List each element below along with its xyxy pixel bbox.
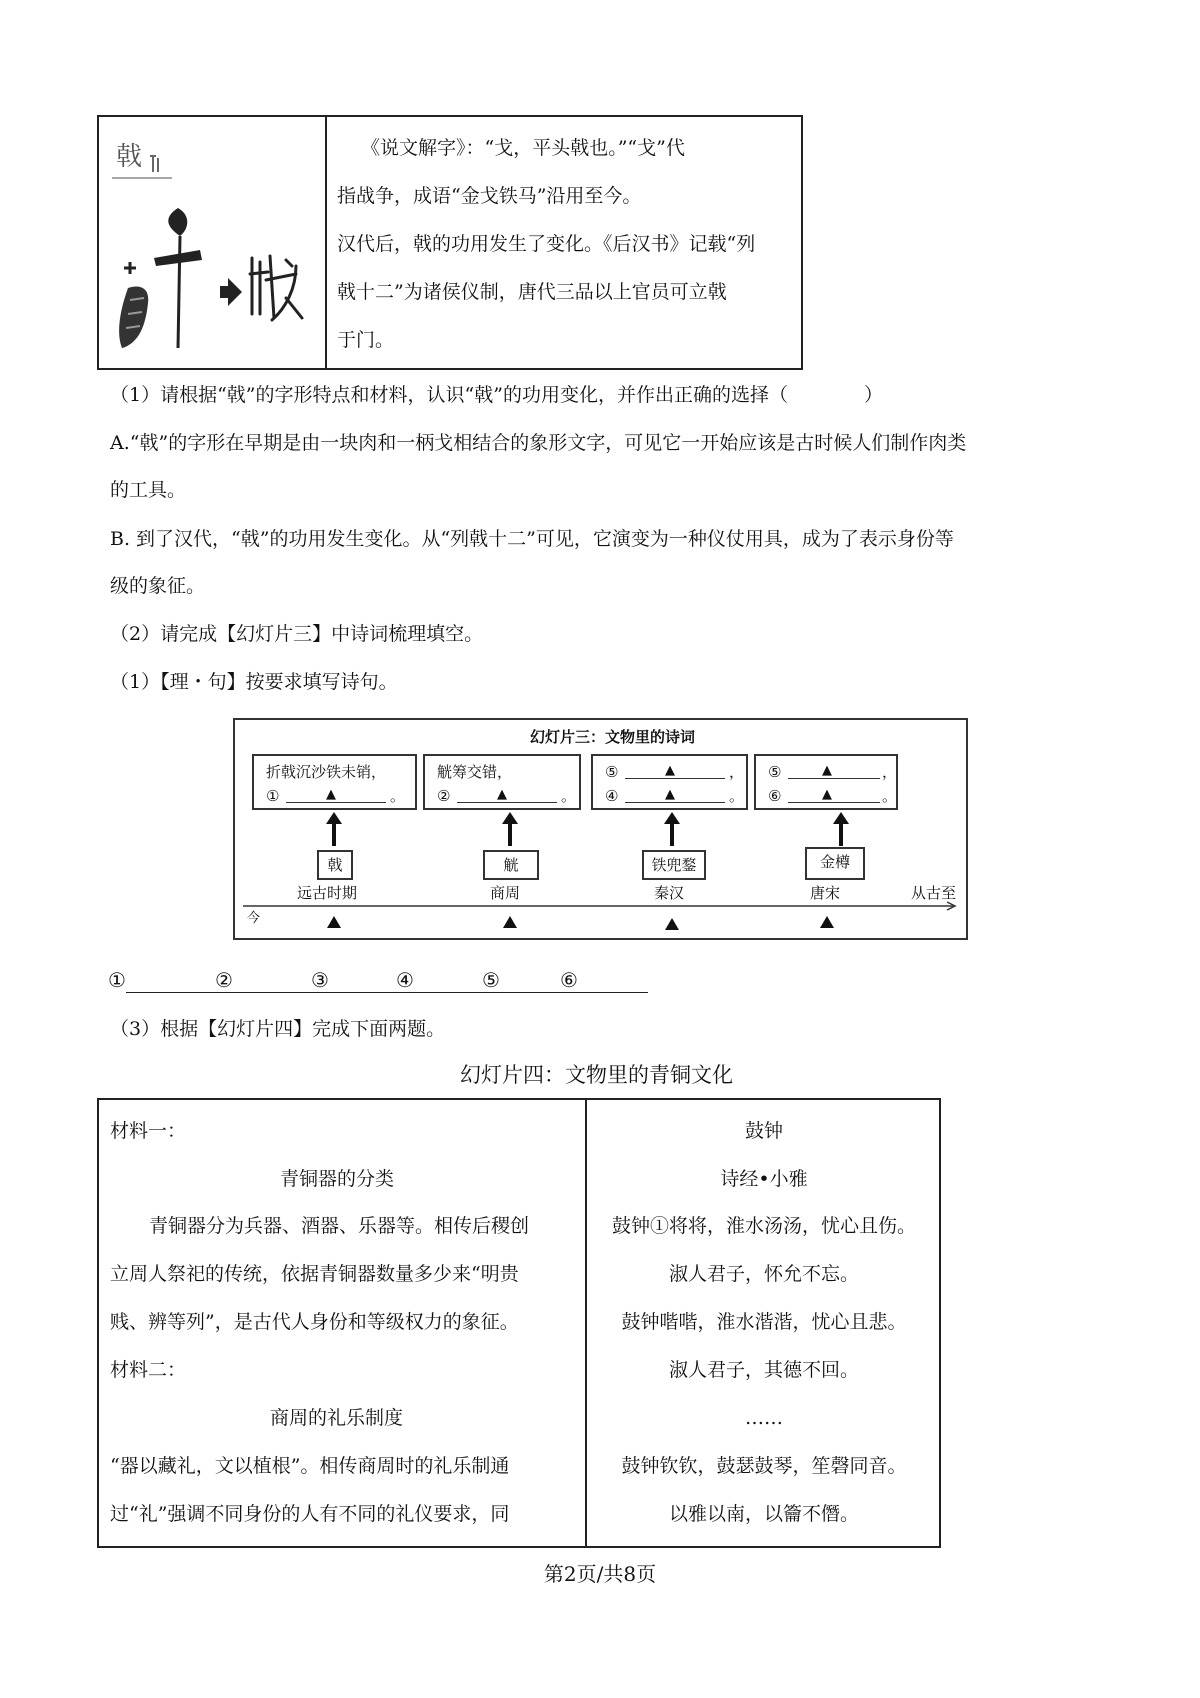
top-text-line: 《说文解字》：“戈，平头戟也。”“戈”代 — [361, 137, 685, 159]
material2-label: 材料二： — [110, 1359, 187, 1381]
poem-box-line: 折戟沉沙铁未销， — [266, 763, 387, 781]
material2-line: “器以藏礼，文以植根”。相传商周时的礼乐制通 — [110, 1455, 510, 1477]
q3-prompt: （3）根据【幻灯片四】完成下面两题。 — [110, 1018, 446, 1040]
blank-label-3: ③ — [311, 968, 329, 992]
material2-title: 商周的礼乐制度 — [270, 1407, 404, 1429]
poem-line: 鼓钟钦钦，鼓瑟鼓琴，笙磬同音。 — [621, 1455, 907, 1477]
punct: 。 — [561, 787, 577, 805]
top-text-line: 指战争，成语“金戈铁马”沿用至今。 — [337, 185, 642, 207]
slide3-title: 幻灯片三：文物里的诗词 — [530, 728, 696, 746]
blank-marker: ▲ — [665, 763, 675, 778]
axis-label-left: 今 — [247, 911, 261, 926]
poem-line: 淑人君子，怀允不忘。 — [668, 1263, 859, 1285]
blank-label-4: ④ — [396, 968, 414, 992]
ji-seal-label: 戟 — [116, 142, 143, 172]
punct: 。 — [390, 787, 406, 805]
blank-label-6: ⑥ — [560, 968, 578, 992]
blank-number: ④ — [605, 787, 619, 805]
slide3-arrows — [235, 720, 966, 938]
option-a-line1: A.“戟”的字形在早期是由一块肉和一柄戈相结合的象形文字，可见它一开始应该是古时候人们制作肉类 — [110, 432, 967, 454]
blank-marker: ▲ — [822, 787, 832, 802]
q2-prompt: （2）请完成【幻灯片三】中诗词梳理填空。 — [110, 623, 484, 645]
material1-title: 青铜器的分类 — [280, 1168, 395, 1190]
era-label: 秦汉 — [654, 884, 685, 902]
top-text-line: 汉代后，戟的功用发生了变化。《后汉书》记载“列 — [337, 233, 756, 255]
blank-marker: ▲ — [665, 787, 675, 802]
artifact-gong: 觥 — [483, 850, 539, 880]
ji-evolution-drawing — [110, 138, 310, 360]
option-b-line2: 级的象征。 — [110, 575, 206, 597]
q1-prompt: （1）请根据“戟”的字形特点和材料，认识“戟”的功用变化，并作出正确的选择（ ） — [110, 384, 883, 406]
answer-blanks-row — [108, 968, 648, 994]
page-footer: 第2页/共8页 — [543, 1562, 657, 1586]
q2-sub-prompt: （1）【理・句】按要求填写诗句。 — [110, 671, 398, 693]
era-label: 商周 — [490, 884, 521, 902]
material1-line: 贱、辨等列”，是古代人身份和等级权力的象征。 — [110, 1311, 519, 1333]
blank-marker: ▲ — [822, 763, 832, 778]
blank-label-2: ② — [215, 968, 233, 992]
punct: 。 — [882, 787, 898, 805]
blank-marker: ▲ — [497, 787, 507, 802]
blank-label-1: ① — [108, 968, 126, 992]
blank-number: ② — [437, 787, 451, 805]
artifact-jinzun: 金樽 — [805, 847, 865, 880]
poem-line: 淑人君子，其德不回。 — [668, 1359, 859, 1381]
punct: ， — [882, 763, 898, 781]
era-label: 唐宋 — [810, 884, 841, 902]
blank-label-5: ⑤ — [482, 968, 500, 992]
option-b-line1: B. 到了汉代，“戟”的功用发生变化。从“列戟十二”可见，它演变为一种仪仗用具，成为了表示身份等 — [110, 528, 954, 550]
blank-marker: ▲ — [326, 787, 336, 802]
option-a-line2: 的工具。 — [110, 479, 187, 501]
era-label: 远古时期 — [297, 884, 358, 902]
axis-label-right: 从古至 — [911, 884, 957, 902]
poem-title: 鼓钟 — [744, 1120, 783, 1142]
poem-line: …… — [745, 1407, 783, 1429]
slide4-title: 幻灯片四：文物里的青铜文化 — [460, 1063, 733, 1087]
poem-line: 鼓钟①将将，淮水汤汤，忧心且伤。 — [611, 1215, 916, 1237]
poem-line: 鼓钟喈喈，淮水湝湝，忧心且悲。 — [621, 1311, 907, 1333]
top-text-line: 戟十二”为诸侯仪制，唐代三品以上官员可立戟 — [337, 281, 727, 303]
blank-number: ① — [266, 787, 280, 805]
punct: 。 — [729, 787, 745, 805]
artifact-ji: 戟 — [317, 850, 353, 880]
blank-number: ⑤ — [605, 763, 619, 781]
slide3-diagram — [233, 718, 968, 940]
table-divider — [325, 115, 327, 370]
material1-line: 青铜器分为兵器、酒器、乐器等。相传后稷创 — [149, 1215, 530, 1237]
material2-line: 过“礼”强调不同身份的人有不同的礼仪要求，同 — [110, 1503, 510, 1525]
poem-source: 诗经•小雅 — [720, 1168, 808, 1190]
material1-label: 材料一： — [110, 1120, 187, 1142]
blank-number: ⑤ — [768, 763, 782, 781]
blank-number: ⑥ — [768, 787, 782, 805]
poem-line: 以雅以南，以籥不僭。 — [668, 1503, 859, 1525]
material1-line: 立周人祭祀的传统，依据青铜器数量多少来“明贵 — [110, 1263, 519, 1285]
artifact-tiedoumou: 铁兜鍪 — [642, 850, 706, 880]
punct: ， — [729, 763, 745, 781]
poem-box-line: 觥筹交错， — [437, 763, 513, 781]
blanks-underline — [126, 992, 648, 993]
top-text-line: 于门。 — [337, 329, 395, 351]
ji-character-illustration — [110, 138, 310, 360]
